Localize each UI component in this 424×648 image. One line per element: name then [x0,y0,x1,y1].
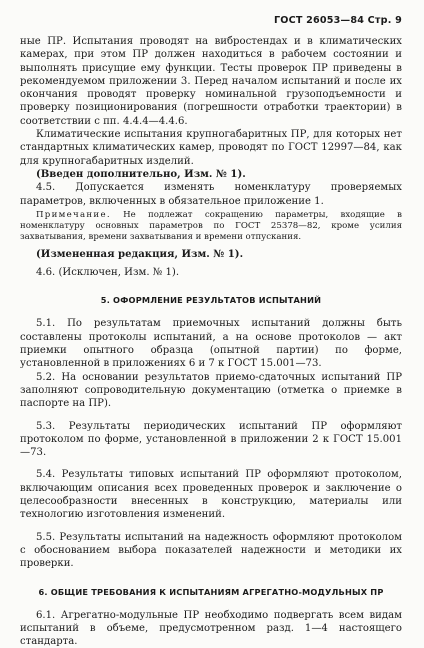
note-label: Примечание. [36,210,111,220]
note [20,210,402,243]
note-text: Не подлежат сокращению параметры, входящие в номенклатуру основных параметров по ГОСТ 25378—82, кроме усилия захватывания, времени захватывания и времени отпускания. [20,210,402,242]
paragraph-6-1: 6.1. Агрегатно-модульные ПР необходимо подвергать всем видам испытаний в объеме, предусмотренном разд. 1—4 настоящего стандарта. [20,609,402,648]
header-page-label: Стр. 9 [368,15,402,26]
paragraph-climatic: Климатические испытания крупногабаритных ПР, для которых нет стандартных климатических камер, проводят по ГОСТ 12997—84, как для крупногабаритных изделий. [20,128,402,168]
paragraph-5-1: 5.1. По результатам приемочных испытаний должны быть составлены протоколы испытаний, а на основе протоколов — акт приемки опытного образца (опытной партии) по форме, установленной в приложениях 6 и 7 к ГОСТ 15.001—73. [20,317,402,370]
section-heading-5: 5. ОФОРМЛЕНИЕ РЕЗУЛЬТАТОВ ИСПЫТАНИЙ [20,295,402,305]
paragraph-5-2: 5.2. На основании результатов приемо-сдаточных испытаний ПР заполняют сопроводительную документацию (отметка о приемке в паспорте на ПР). [20,371,402,411]
paragraph-4-5: 4.5. Допускается изменять номенклатуру проверяемых параметров, включенных в обязательное приложение 1. [20,181,402,208]
page-body [20,35,402,648]
section-heading-6: 6. ОБЩИЕ ТРЕБОВАНИЯ К ИСПЫТАНИЯМ АГРЕГАТНО-МОДУЛЬНЫХ ПР [20,587,402,597]
paragraph-5-4: 5.4. Результаты типовых испытаний ПР оформляют протоколом, включающим описания всех проведенных проверок и заключение о целесообразности внесенных в конструкцию, материалы или технологию изготовления изменений. [20,468,402,521]
paragraph-4-6: 4.6. (Исключен, Изм. № 1). [20,266,402,279]
header-doc-id: ГОСТ 26053—84 [274,15,364,26]
paragraph-5-3: 5.3. Результаты периодических испытаний ПР оформляют протоколом по форме, установленной в приложении 2 к ГОСТ 15.001—73. [20,420,402,460]
paragraph-continued: ные ПР. Испытания проводят на вибростендах и в климатических камерах, при этом ПР должен находиться в рабочем состоянии и выполнять присущие ему функции. Тесты проверок ПР приведены в рекомендуемом приложении 3. Перед началом испытаний и после их окончания проводят проверку номинальной грузоподъемности и проверку позиционирования (погрешности отработки траектории) в соответствии с пп. 4.4.4—4.4.6. [20,35,402,128]
paragraph-5-5: 5.5. Результаты испытаний на надежность оформляют протоколом с обоснованием выбора показателей надежности и методики их проверки. [20,531,402,571]
amendment-introduced: (Введен дополнительно, Изм. № 1). [20,168,402,181]
running-header [274,15,402,26]
amendment-changed: (Измененная редакция, Изм. № 1). [20,248,402,261]
